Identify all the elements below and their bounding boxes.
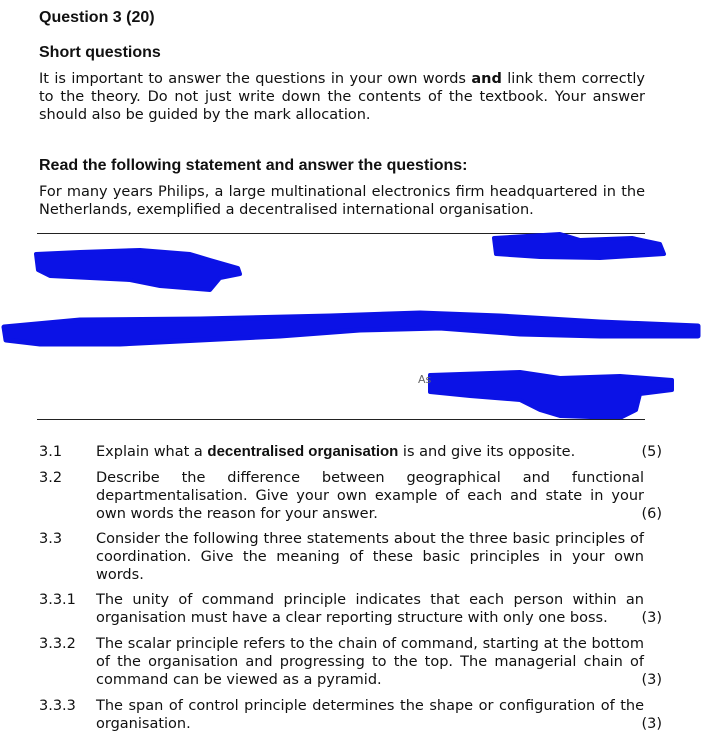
question-bold-term: decentralised organisation — [207, 443, 399, 460]
question-item — [39, 530, 662, 584]
question-title: Question 3 (20) — [39, 9, 155, 26]
redaction-mark-4 — [430, 372, 672, 418]
question-marks: (3) — [641, 610, 662, 626]
question-number: 3.3.3 — [39, 698, 76, 714]
question-marks: (5) — [641, 444, 662, 460]
question-item — [39, 635, 662, 689]
question-item — [39, 697, 662, 733]
question-marks: (3) — [641, 672, 662, 688]
instructions-paragraph — [39, 70, 645, 124]
question-number: 3.3.1 — [39, 592, 76, 608]
question-text: The span of control principle determines the shape or configuration of the organisation. — [96, 698, 644, 732]
question-item — [39, 591, 662, 627]
question-item — [39, 443, 662, 461]
question-item — [39, 469, 662, 523]
statement-text: For many years Philips, a large multinational electronics firm headquartered in the Netherlands, exemplified a decentralised international organisation. — [39, 184, 645, 218]
redaction-mark-1 — [494, 234, 664, 258]
divider-bottom — [37, 419, 645, 420]
redaction-mark-2 — [36, 250, 240, 290]
question-number: 3.3 — [39, 531, 63, 547]
question-number: 3.2 — [39, 470, 63, 486]
question-text: Describe the difference between geographical and functional departmentalisation. Give your own example of each and state in your own words the reason for your answer. — [96, 470, 644, 522]
question-text: The unity of command principle indicates that each person within an organisation must have a clear reporting structure with only one boss. — [96, 592, 644, 626]
instructions-text-2: link them correctly to the theory. Do not just write down the contents of the textbook. Your answer should also be guided by the mark allocation. — [39, 71, 645, 123]
partially-visible-text: As — [418, 373, 432, 386]
question-text: The scalar principle refers to the chain of command, starting at the bottom of the organisation and progressing to the top. The managerial chain of command can be viewed as a pyramid. — [96, 636, 644, 688]
redaction-mark-3 — [4, 313, 698, 344]
section-title: Short questions — [39, 44, 161, 61]
question-marks: (3) — [641, 716, 662, 732]
question-marks: (6) — [641, 506, 662, 522]
redaction-scribble — [0, 224, 702, 434]
instructions-text-1: It is important to answer the questions in your own words — [39, 71, 472, 87]
question-text — [96, 443, 644, 461]
question-number: 3.1 — [39, 444, 63, 460]
question-text: Consider the following three statements about the three basic principles of coordination. Give the meaning of these basic principles in your own words. — [96, 531, 644, 583]
question-text-before: Explain what a — [96, 444, 208, 460]
question-text-after: is and give its opposite. — [398, 444, 576, 460]
question-number: 3.3.2 — [39, 636, 76, 652]
statement-lead: Read the following statement and answer the questions: — [39, 157, 468, 174]
instructions-bold-and: and — [471, 71, 502, 87]
